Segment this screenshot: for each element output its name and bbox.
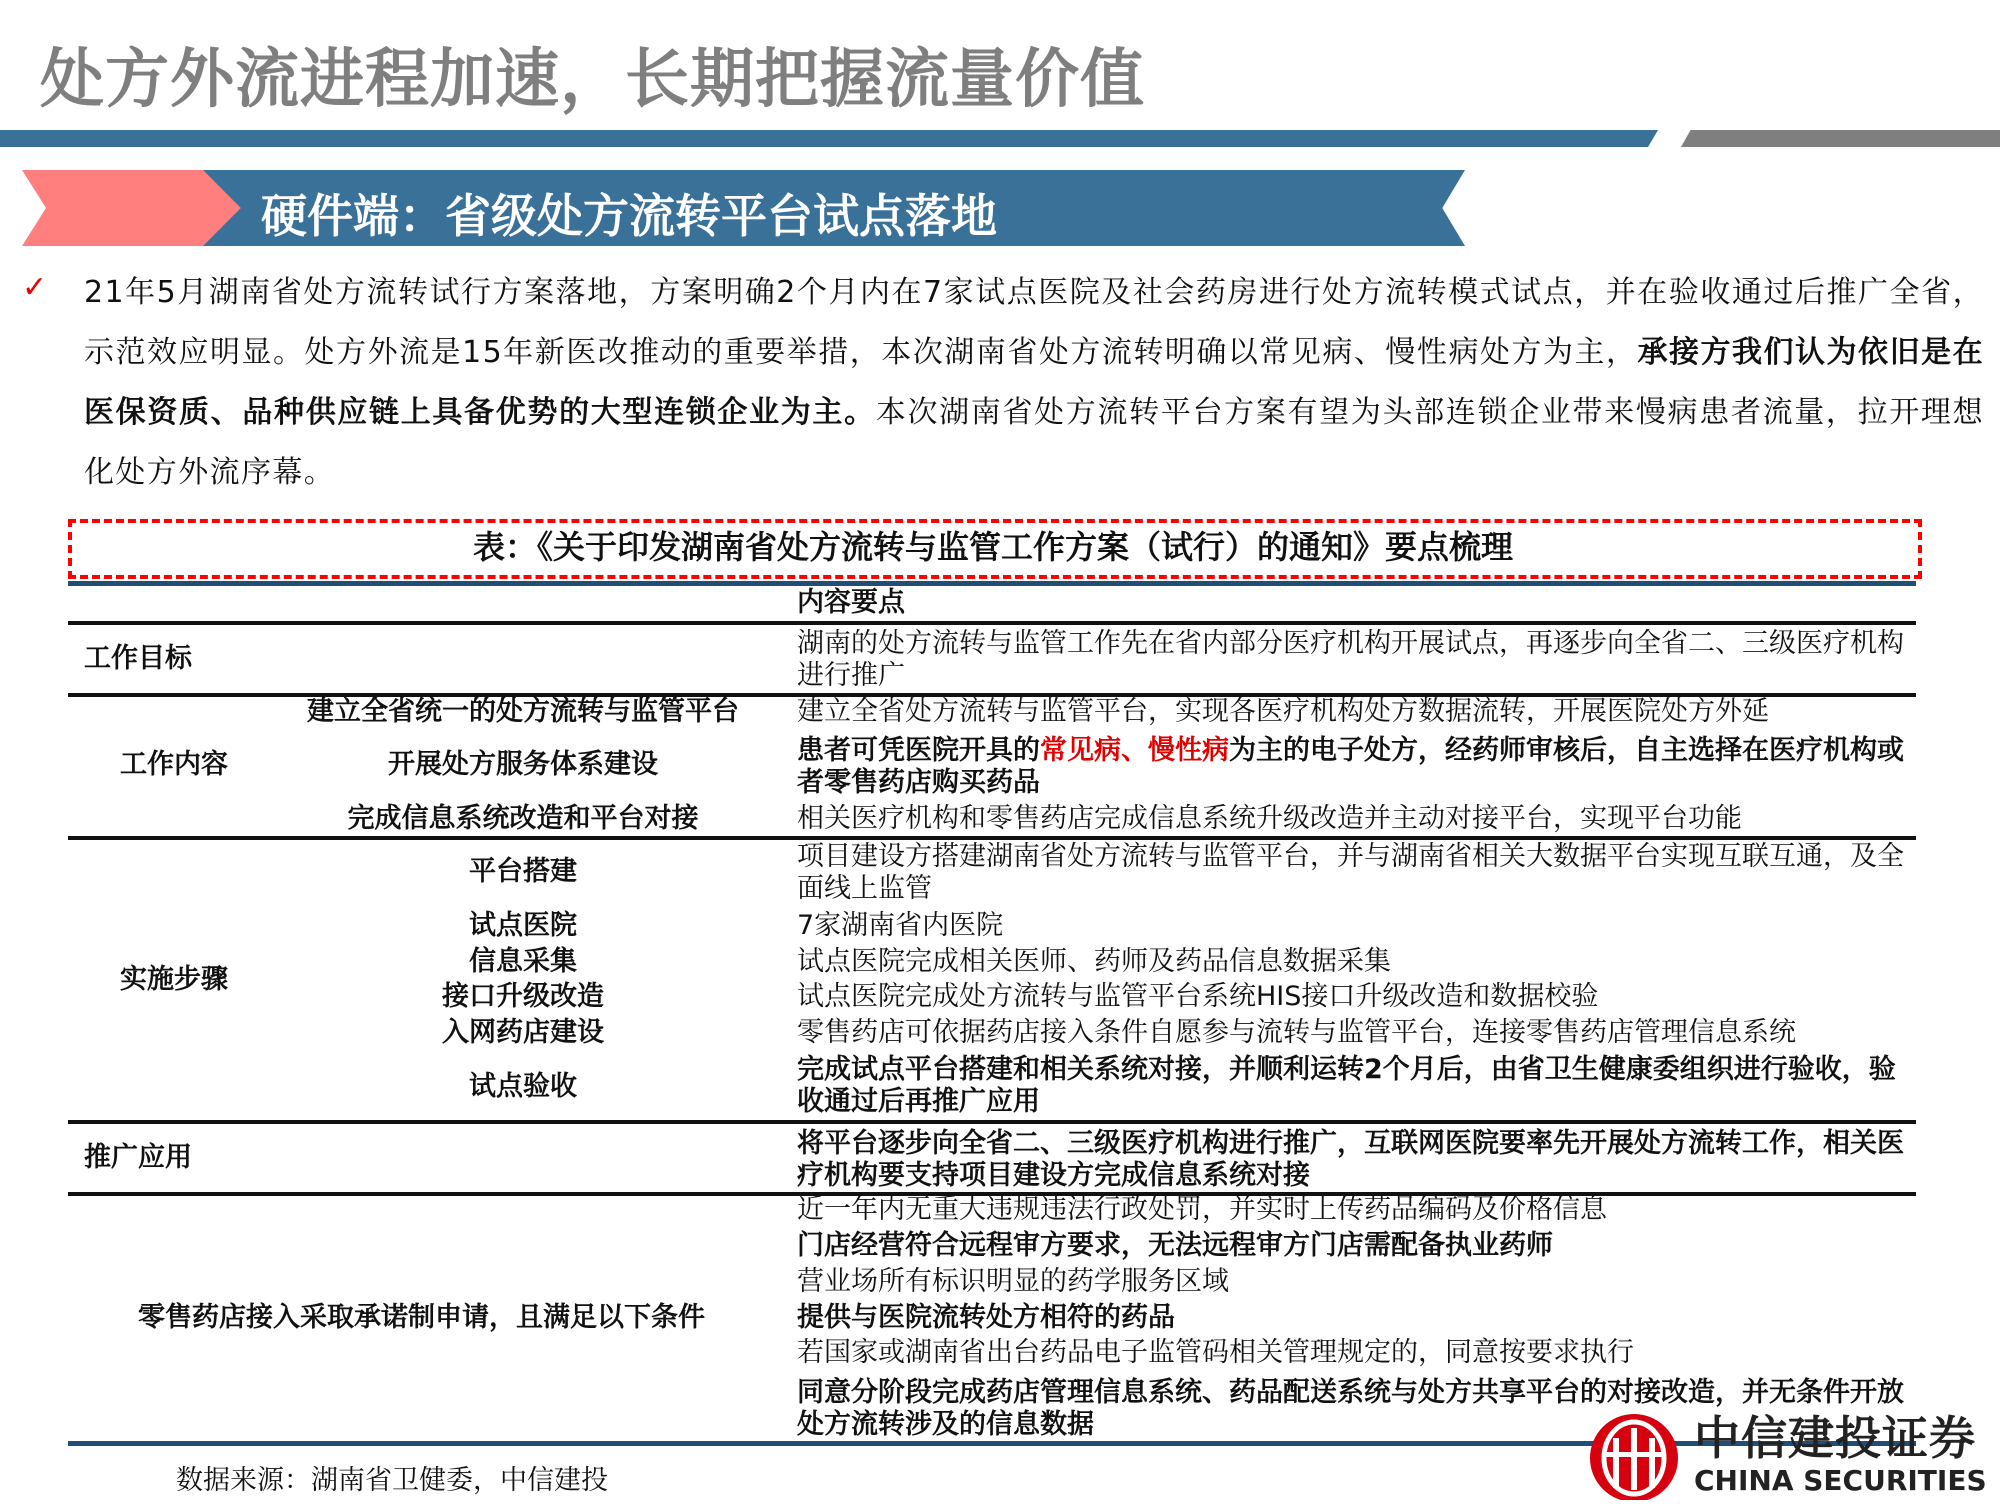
header-divider-blue xyxy=(0,130,1658,147)
table-title: 表：《关于印发湖南省处方流转与监管工作方案（试行）的通知》要点梳理 xyxy=(472,528,1513,566)
step-content: 项目建设方搭建湖南省处方流转与监管平台，并与湖南省相关大数据平台实现互联互通，及全面线上监管 xyxy=(797,841,1904,904)
step-sub-label: 平台搭建 xyxy=(469,856,577,887)
work-content xyxy=(797,735,1915,799)
summary-emphasis: 承接方我们认为依旧是在医保资质、品种供应链上具备优势的大型连锁企业为主。 xyxy=(84,335,1984,430)
work-content: 建立全省处方流转与监管平台，实现各医疗机构处方数据流转，开展医院处方外延 xyxy=(797,696,1769,727)
work-content-highlight: 常见病、慢性病 xyxy=(1040,735,1229,766)
logo-english: CHINA SECURITIES xyxy=(1694,1464,1987,1497)
step-content: 试点医院完成处方流转与监管平台系统HIS接口升级改造和数据校验 xyxy=(797,981,1599,1012)
work-content: 相关医疗机构和零售药店完成信息系统升级改造并主动对接平台，实现平台功能 xyxy=(797,803,1742,834)
step-sub-label: 试点验收 xyxy=(469,1071,577,1102)
promotion-content: 将平台逐步向全省二、三级医疗机构进行推广，互联网医院要率先开展处方流转工作，相关医疗机构要支持项目建设方完成信息系统对接 xyxy=(797,1128,1904,1191)
logo-chinese: 中信建投证券 xyxy=(1694,1411,1976,1465)
work-sub-label: 完成信息系统改造和平台对接 xyxy=(347,803,699,834)
check-icon: ✓ xyxy=(22,270,48,305)
work-content-text: 为主的电子处方，经药师审核后，自主选择在医疗机构或者零售药店购买药品 xyxy=(797,735,1904,798)
step-sub-label: 接口升级改造 xyxy=(442,981,604,1012)
step-content: 试点医院完成相关医师、药师及药品信息数据采集 xyxy=(797,946,1391,977)
pharmacy-condition: 若国家或湖南省出台药品电子监管码相关管理规定的，同意按要求执行 xyxy=(797,1337,1634,1368)
step-sub-label: 入网药店建设 xyxy=(442,1017,604,1048)
row-divider xyxy=(68,621,1916,625)
row-label-work: 工作内容 xyxy=(120,749,228,780)
step-content: 零售药店可依据药店接入条件自愿参与流转与监管平台，连接零售药店管理信息系统 xyxy=(797,1017,1796,1048)
header-divider-gray xyxy=(1681,130,2000,147)
section-banner-title: 硬件端：省级处方流转平台试点落地 xyxy=(261,189,997,243)
step-sub-label: 信息采集 xyxy=(469,946,577,977)
work-content-text: 患者可凭医院开具的 xyxy=(797,735,1040,766)
step-sub-label: 试点医院 xyxy=(469,910,577,941)
step-content: 7家湖南省内医院 xyxy=(797,910,1004,941)
pharmacy-condition: 提供与医院流转处方相符的药品 xyxy=(797,1302,1175,1333)
row-label-goal: 工作目标 xyxy=(84,643,192,674)
table-header: 内容要点 xyxy=(797,587,905,618)
data-source: 数据来源：湖南省卫健委，中信建投 xyxy=(176,1465,608,1496)
row-label-steps: 实施步骤 xyxy=(120,964,228,995)
row-divider xyxy=(68,836,1916,840)
step-content: 完成试点平台搭建和相关系统对接，并顺利运转2个月后，由省卫生健康委组织进行验收，验收通过后再推广应用 xyxy=(797,1054,1896,1117)
pharmacy-condition: 门店经营符合远程审方要求，无法远程审方门店需配备执业药师 xyxy=(797,1230,1553,1261)
page-title: 处方外流进程加速，长期把握流量价值 xyxy=(40,43,1145,117)
goal-content: 湖南的处方流转与监管工作先在省内部分医疗机构开展试点，再逐步向全省二、三级医疗机构进行推广 xyxy=(797,628,1904,691)
work-sub-label: 开展处方服务体系建设 xyxy=(388,749,658,780)
company-logo xyxy=(1586,1408,2000,1500)
pharmacy-condition: 营业场所有标识明显的药学服务区域 xyxy=(797,1266,1229,1297)
summary-text-end: 本次湖南省处方流转平台方案有望为头部连锁企业带来慢病患者流量，拉开理想化处方外流序幕。 xyxy=(84,395,1985,490)
table-top-rule xyxy=(68,581,1916,586)
row-divider xyxy=(68,1120,1916,1124)
work-sub-label: 建立全省统一的处方流转与监管平台 xyxy=(307,696,739,727)
summary-text: 21年5月湖南省处方流转试行方案落地，方案明确2个月内在7家试点医院及社会药房进行处方流转模式试点，并在验收通过后推广全省，示范效应明显。处方外流是15年新医改推动的重要举措，本次湖南省处方流转明确以常见病、慢性病处方为主， xyxy=(84,275,1984,370)
pharmacy-condition: 近一年内无重大违规违法行政处罚，并实时上传药品编码及价格信息 xyxy=(797,1194,1607,1225)
pharmacy-condition: 同意分阶段完成药店管理信息系统、药品配送系统与处方共享平台的对接改造，并无条件开放处方流转涉及的信息数据 xyxy=(797,1377,1904,1440)
row-label-promotion: 推广应用 xyxy=(84,1142,192,1173)
summary-paragraph xyxy=(84,263,1984,503)
row-label-pharmacy: 零售药店接入采取承诺制申请，且满足以下条件 xyxy=(138,1302,705,1333)
